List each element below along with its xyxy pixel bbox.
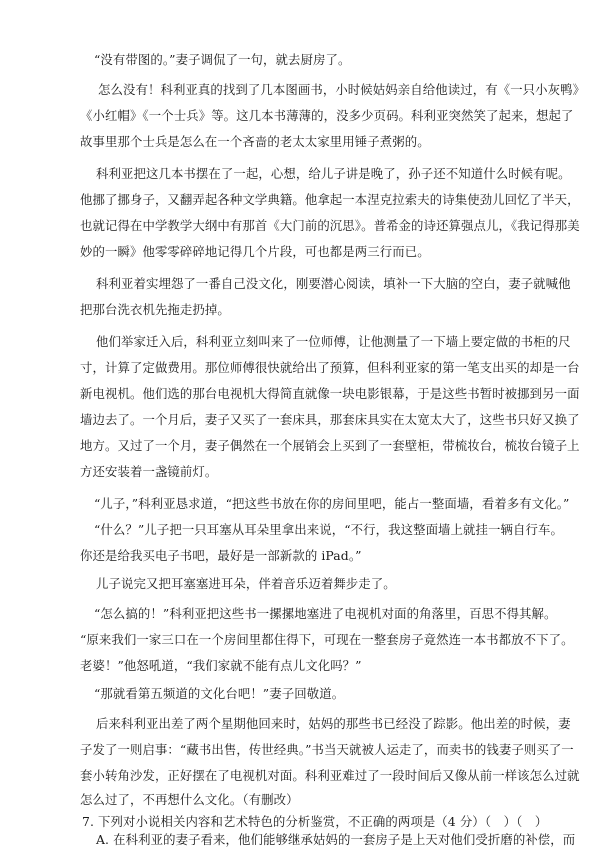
text-line-24: “那就看第五频道的文化台吧！”妻子回敬道。 bbox=[94, 686, 345, 701]
text-line-21: “怎么搞的！”科利亚把这些书一摞摞地塞进了电视机对面的角落里，百思不得其解。 bbox=[94, 606, 557, 621]
text-line-17: “儿子，”科利亚恳求道，“把这些书放在你的房间里吧，能占一整面墙，看着多有文化。” bbox=[94, 496, 570, 511]
text-line-4: 故事里那个士兵是怎么在一个吝啬的老太太家里用锤子煮粥的。 bbox=[80, 134, 430, 149]
text-line-11: 他们举家迁入后，科利亚立刻叫来了一位师傅，让他测量了一下墙上要定做的书柜的尺 bbox=[96, 334, 571, 349]
text-line-6: 他挪了挪身子，又翻弄起各种文学典籍。他拿起一本涅克拉索夫的诗集使劲儿回忆了半天， bbox=[80, 192, 580, 207]
text-line-16: 方还安装着一盏镜前灯。 bbox=[80, 464, 218, 479]
text-line-9: 科利亚着实埋怨了一番自己没文化，刚要潜心阅读，填补一下大脑的空白，妻子就喊他 bbox=[96, 276, 571, 291]
text-line-28: 怎么过了，不再想什么文化。（有删改） bbox=[80, 792, 299, 807]
text-line-5: 科利亚把这几本书摆在了一起，心想，给儿子讲是晚了，孙子还不知道什么时候有呢。 bbox=[96, 166, 571, 181]
text-line-26: 子发了一则启事：“藏书出售，传世经典。”书当天就被人运走了，而卖书的钱妻子则买了一 bbox=[80, 742, 574, 757]
text-line-7: 也就记得在中学教学大纲中有那首《大门前的沉思》。普希金的诗还算强点儿，《我记得那美 bbox=[80, 218, 580, 233]
text-line-27: 套小转角沙发，正好摆在了电视机对面。科利亚难过了一段时间后又像从前一样该怎么过就 bbox=[80, 768, 580, 783]
text-line-25: 后来科利亚出差了两个星期他回来时，姑妈的那些书已经没了踪影。他出差的时候，妻 bbox=[96, 716, 571, 731]
text-line-19: 你还是给我买电子书吧，最好是一部新款的 iPad。” bbox=[80, 548, 362, 563]
text-line-8: 妙的一瞬》他零零碎碎地记得几个片段，可也都是两三行而已。 bbox=[80, 244, 430, 259]
text-line-13: 新电视机。他们选的那台电视机大得简直就像一块电影银幕，于是这些书暂时被挪到另一面 bbox=[80, 386, 580, 401]
text-line-14: 墙边去了。一个月后，妻子又买了一套床具，那套床具实在太宽太大了，这些书只好又换了 bbox=[80, 412, 580, 427]
text-line-12: 寸，计算了定做费用。那位师傅很快就给出了预算，但科利亚家的第一笔支出买的却是一台 bbox=[80, 360, 580, 375]
text-line-23: 老婆！”他怒吼道，“我们家就不能有点儿文化吗？” bbox=[80, 658, 362, 673]
text-line-22: “原来我们一家三口在一个房间里都住得下，可现在一整套房子竟然连一本书都放不下了。 bbox=[80, 632, 574, 647]
text-line-2: 怎么没有！科利亚真的找到了几本图画书，小时候姑妈亲自给他读过，有《一只小灰鸭》 bbox=[98, 82, 586, 97]
text-line-3: 《小红帽》《一个士兵》等。这几本书薄薄的，没多少页码。科利亚突然笑了起来，想起了 bbox=[80, 108, 574, 123]
text-line-18: “什么？”儿子把一只耳塞从耳朵里拿出来说，“不行，我这整面墙上就挂一辆自行车。 bbox=[94, 522, 563, 537]
text-line-15: 地方。又过了一个月，妻子偶然在一个展销会上买到了一套壁柜，带梳妆台，梳妆台镜子上 bbox=[80, 438, 580, 453]
text-line-30: A. 在科利亚的妻子看来，他们能够继承姑妈的一套房子是上天对他们受折磨的补偿，而 bbox=[96, 832, 576, 847]
text-line-10: 把那台洗衣机先拖走扔掉。 bbox=[80, 302, 230, 317]
text-line-29: 7. 下列对小说相关内容和艺术特色的分析鉴赏，不正确的两项是（4 分）（ ）（ ） bbox=[82, 814, 548, 829]
text-line-20: 儿子说完又把耳塞塞进耳朵，伴着音乐迈着舞步走了。 bbox=[96, 576, 396, 591]
text-line-1: “没有带图的。”妻子调侃了一句，就去厨房了。 bbox=[94, 52, 351, 67]
